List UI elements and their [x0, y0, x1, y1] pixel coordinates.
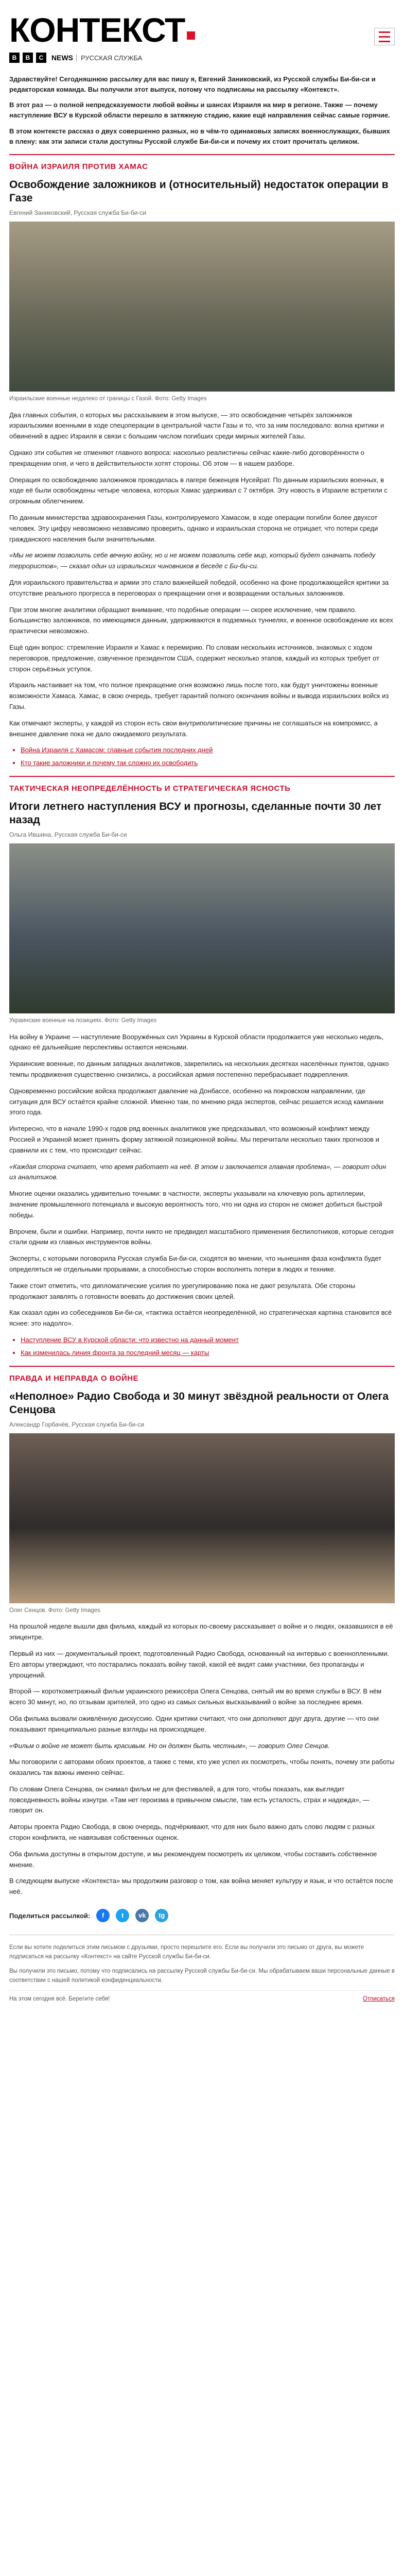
article-body — [9, 1621, 395, 1897]
bbc-letter-c: C — [36, 53, 46, 63]
footer-share-note: Если вы хотите поделиться этим письмом с друзьями, просто перешлите его. Если вы получили это письмо от друга, вы можете подписаться на рассылку «Контекст» на сайте Русской службы Би-би-си. — [9, 1944, 364, 1960]
article-photo — [9, 222, 395, 392]
article-paragraph: Впрочем, были и ошибки. Например, почти никто не предвидел масштабного применения беспилотников, которые сегодня стали одним из главных инструментов войны. — [9, 1227, 394, 1246]
article-paragraph: В следующем выпуске «Контекста» мы продолжим разговор о том, как война меняет культуру и язык, и что остаётся после неё. — [9, 1877, 393, 1896]
facebook-icon[interactable]: f — [96, 1909, 110, 1922]
article-body — [9, 1032, 395, 1329]
logo-text: КОНТЕКСТ — [9, 11, 185, 49]
article-paragraph: На войну в Украине — наступление Вооружённых сил Украины в Курской области продолжается уже несколько недель, однако её дальнейшие перспективы остаются неясными. — [9, 1032, 384, 1052]
article-byline: Александр Горбачёв, Русская служба Би-би-си — [9, 1421, 145, 1429]
article-paragraph: Интересно, что в начале 1990-х годов ряд военных аналитиков уже предсказывал, что возможный конфликт между Россией и Украиной может принять форму затяжной позиционной войны. Мы перечитали несколько таких прогнозов и сравнили их с тем, что происходит сейчас. — [9, 1125, 379, 1154]
article-quote: «Фильм о войне не может быть красивым. Но он должен быть честным», — говорит Олег Сенцов. — [9, 1741, 330, 1750]
intro — [9, 74, 395, 147]
footer-privacy-note: Вы получили это письмо, потому что подписались на рассылку Русской службы Би-би-си. Мы обрабатываем ваши персональные данные в соответствии с нашей политикой конфиденциальности. — [9, 1968, 395, 1984]
article-paragraph: Как отмечают эксперты, у каждой из сторон есть свои внутриполитические причины не соглашаться на компромисс, а внешнее давление пока не дало ожидаемого результата. — [9, 719, 378, 738]
article-paragraph: На прошлой неделе вышли два фильма, каждый из которых по-своему рассказывает о войне и о людях, оказавшихся в её эпицентре. — [9, 1622, 393, 1641]
menu-icon[interactable] — [374, 28, 395, 45]
related-link[interactable]: • Кто такие заложники и почему так сложно их освободить — [21, 758, 395, 769]
photo-caption: Израильские военные недалеко от границы с Газой. Фото: Getty Images — [9, 396, 207, 402]
article-section — [9, 1366, 395, 1897]
article-title[interactable]: «Неполное» Радио Свобода и 30 минут звёздной реальности от Олега Сенцова — [9, 1390, 389, 1416]
bbc-letter-b2: B — [23, 53, 33, 63]
share-label: Поделиться рассылкой: — [9, 1911, 91, 1920]
article-photo — [9, 1433, 395, 1603]
article-paragraph: Первый из них — документальный проект, подготовленный Радио Свобода, основанный на интервью с военнопленными. Его авторы утверждают, что постарались показать войну такой, какой её видят сами участники, без пропаганды и упрощений. — [9, 1649, 390, 1679]
bbc-letter-b1: B — [9, 53, 20, 63]
share-bar — [9, 1909, 395, 1922]
vk-icon[interactable]: vk — [135, 1909, 149, 1922]
article-byline: Евгений Заниковский, Русская служба Би-би-си — [9, 209, 147, 217]
article-title[interactable]: Освобождение заложников и (относительный) недостаток операции в Газе — [9, 178, 389, 205]
article-paragraph: Для израильского правительства и армии это стало важнейшей победой, особенно на фоне продолжающейся критики за отсутствие реального прогресса в переговорах о прекращении огня и возвращении остальных заложников. — [9, 578, 389, 597]
article-paragraph: Ещё один вопрос: стремление Израиля и Хамас к перемирию. По словам нескольких источников, знакомых с ходом переговоров, предложение, озвученное президентом США, содержит несколько этапов, каждый из которых требует от сторон серьёзных уступок. — [9, 643, 379, 673]
article-paragraph: Однако эти события не отменяют главного вопроса: насколько реалистичны сейчас какие-либо договорённости о прекращении огня, и чего в действительности хотят стороны. Об этом — в нашем разборе. — [9, 448, 364, 467]
telegram-icon[interactable]: tg — [155, 1909, 168, 1922]
article-paragraph: Также стоит отметить, что дипломатические усилия по урегулированию пока не дают результата. Обе стороны продолжают заявлять о готовности воевать до достижения своих целей. — [9, 1281, 356, 1300]
article-section — [9, 154, 395, 769]
bbc-branding — [9, 53, 195, 63]
article-paragraph: Оба фильма вызвали оживлённую дискуссию. Одни критики считают, что они дополняют друг друга, другие — что они показывают принципиально разные взгляды на происходящее. — [9, 1714, 379, 1733]
sign-off: На этом сегодня всё. Берегите себя! — [9, 1996, 110, 2003]
related-link[interactable]: • Война Израиля с Хамасом: главные события последних дней — [21, 745, 395, 756]
article-paragraph: Два главных события, о которых мы рассказываем в этом выпуске, — это освобождение четырёх заложников израильскими военными в ходе спецоперации в центральной части Газы и то, что за ним последовало: волна критики и обвинений в адрес Израиля в связи с большим числом погибших среди мирных жителей Газы. — [9, 411, 384, 440]
article-body — [9, 410, 395, 740]
section-heading: ПРАВДА И НЕПРАВДА О ВОЙНЕ — [9, 1366, 395, 1387]
kontekst-logo — [9, 10, 195, 49]
photo-caption: Олег Сенцов. Фото: Getty Images — [9, 1607, 100, 1614]
related-links — [21, 1335, 395, 1359]
article-paragraph: Как сказал один из собеседников Би-би-си, «тактика остаётся неопределённой, но стратегическая картина становится всё яснее: это надолго». — [9, 1309, 392, 1328]
logo-dot — [187, 31, 195, 40]
footer — [9, 1935, 395, 2002]
service-label: РУССКАЯ СЛУЖБА — [76, 54, 142, 62]
article-paragraph: По данным министерства здравоохранения Газы, контролируемого Хамасом, в ходе операции погибли более двухсот человек. Эту цифру невозможно независимо проверить, однако и израильская сторона не отрицает, что потери среди гражданского населения были значительными. — [9, 513, 378, 543]
intro-greeting: Здравствуйте! Сегодняшнюю рассылку для вас пишу я, Евгений Заниковский, из Русской службы Би-би-си и редакторская команда. Вы получили этот выпуск, потому что подписаны на рассылку «Контекст». — [9, 75, 376, 94]
article-paragraph: Украинские военные, по данным западных аналитиков, закрепились на нескольких десятках населённых пунктов, однако темпы продвижения существенно снизились, а российская армия постепенно перебрасывает подкрепления. — [9, 1060, 389, 1079]
unsubscribe-link[interactable]: Отписаться — [363, 1996, 395, 2003]
section-heading: ВОЙНА ИЗРАИЛЯ ПРОТИВ ХАМАС — [9, 154, 395, 175]
article-byline: Ольга Ившина, Русская служба Би-би-си — [9, 831, 127, 839]
related-links — [21, 745, 395, 769]
article-quote: «Мы не можем позволить себе вечную войну, но и не можем позволить себе мир, который будет означать победу террористов», — сказал один из израильских чиновников в беседе с Би-би-си. — [9, 551, 376, 570]
related-link[interactable]: • Наступление ВСУ в Курской области: что известно на данный момент — [21, 1335, 395, 1346]
section-heading: ТАКТИЧЕСКАЯ НЕОПРЕДЕЛЁННОСТЬ И СТРАТЕГИЧЕСКАЯ ЯСНОСТЬ — [9, 776, 395, 797]
bbc-news-label: NEWS — [51, 54, 73, 62]
article-paragraph: Эксперты, с которыми поговорила Русская служба Би-би-си, сходятся во мнении, что нынешняя фаза конфликта будет определяться не отдельными прорывами, а способностью сторон восполнять потери в людях и технике. — [9, 1255, 382, 1273]
article-title[interactable]: Итоги летнего наступления ВСУ и прогнозы, сделанные почти 30 лет назад — [9, 800, 382, 826]
intro-summary: В этот раз — о полной непредсказуемости любой войны и шансах Израиля на мир в регионе. Также — почему наступление ВСУ в Курской области перешло в затяжную стадию, какие ещё направления сейчас самые горячие. — [9, 101, 390, 120]
article-paragraph: По словам Олега Сенцова, он снимал фильм не для фестивалей, а для того, чтобы показать, как выглядит повседневность войны изнутри. «Там нет героизма в привычном смысле, там есть усталость, страх и надежда», — говорит он. — [9, 1785, 370, 1815]
article-paragraph: Одновременно российские войска продолжают давление на Донбассе, особенно на покровском направлении, где ситуация для ВСУ остаётся крайне сложной. Именно там, по мнению ряда экспертов, сейчас решается исход кампании этого года. — [9, 1087, 384, 1116]
article-section — [9, 776, 395, 1359]
intro-context: В этом контексте рассказ о двух совершенно разных, но в чём-то одинаковых записях военнослужащих, бывших в плену: как эти записи стали доступны Русской службе Би-би-си и почему их стоит прочитать целиком. — [9, 127, 390, 145]
article-quote: «Каждая сторона считает, что время работает на неё. В этом и заключается главная проблема», — говорит один из аналитиков. — [9, 1162, 387, 1181]
article-paragraph: Авторы проекта Радио Свобода, в свою очередь, подчёркивают, что для них было важно дать слово людям с разных сторон конфликта, не навязывая собственных оценок. — [9, 1823, 375, 1842]
photo-caption: Украинские военные на позициях. Фото: Getty Images — [9, 1018, 157, 1024]
related-link[interactable]: • Как изменилась линия фронта за последний месяц — карты — [21, 1348, 395, 1359]
footer-bottom — [9, 1990, 395, 2002]
article-paragraph: Оба фильма доступны в открытом доступе, и мы рекомендуем посмотреть их целиком, чтобы составить собственное мнение. — [9, 1850, 377, 1869]
article-paragraph: Израиль настаивает на том, что полное прекращение огня возможно лишь после того, как будут уничтожены военные возможности Хамаса. Хамас, в свою очередь, требует гарантий полного окончания войны и вывода израильских войск из Газы. — [9, 681, 389, 710]
article-paragraph: Мы поговорили с авторами обоих проектов, а также с теми, кто уже успел их посмотреть, чтобы понять, почему эти работы оказались так важны именно сейчас. — [9, 1758, 395, 1777]
twitter-icon[interactable]: t — [116, 1909, 129, 1922]
article-paragraph: Многие оценки оказались удивительно точными: в частности, эксперты указывали на ключевую роль артиллерии, значение промышленного потенциала и высокую вероятность того, что ни одна из сторон не сможет добиться быстрой победы. — [9, 1190, 382, 1219]
article-paragraph: При этом многие аналитики обращают внимание, что подобные операции — скорее исключение, чем правило. Большинство заложников, по имеющимся данным, удерживаются в подземных туннелях, и военное освобождение их всех практически невозможно. — [9, 605, 393, 635]
article-paragraph: Операция по освобождению заложников проводилась в лагере беженцев Нусейрат. По данным израильских военных, в ходе её были освобождены четыре человека, которых Хамас удерживал с 7 октября. Эту новость в Израиле встретили с огромным облегчением. — [9, 476, 388, 505]
masthead — [9, 10, 395, 63]
article-photo — [9, 843, 395, 1013]
article-paragraph: Второй — короткометражный фильм украинского режиссёра Олега Сенцова, снятый им во время службы в ВСУ. В нём всего 30 минут, но, по отзывам зрителей, это одно из самых сильных высказываний о войне за последнее время. — [9, 1687, 382, 1706]
articles-list — [9, 154, 395, 1897]
